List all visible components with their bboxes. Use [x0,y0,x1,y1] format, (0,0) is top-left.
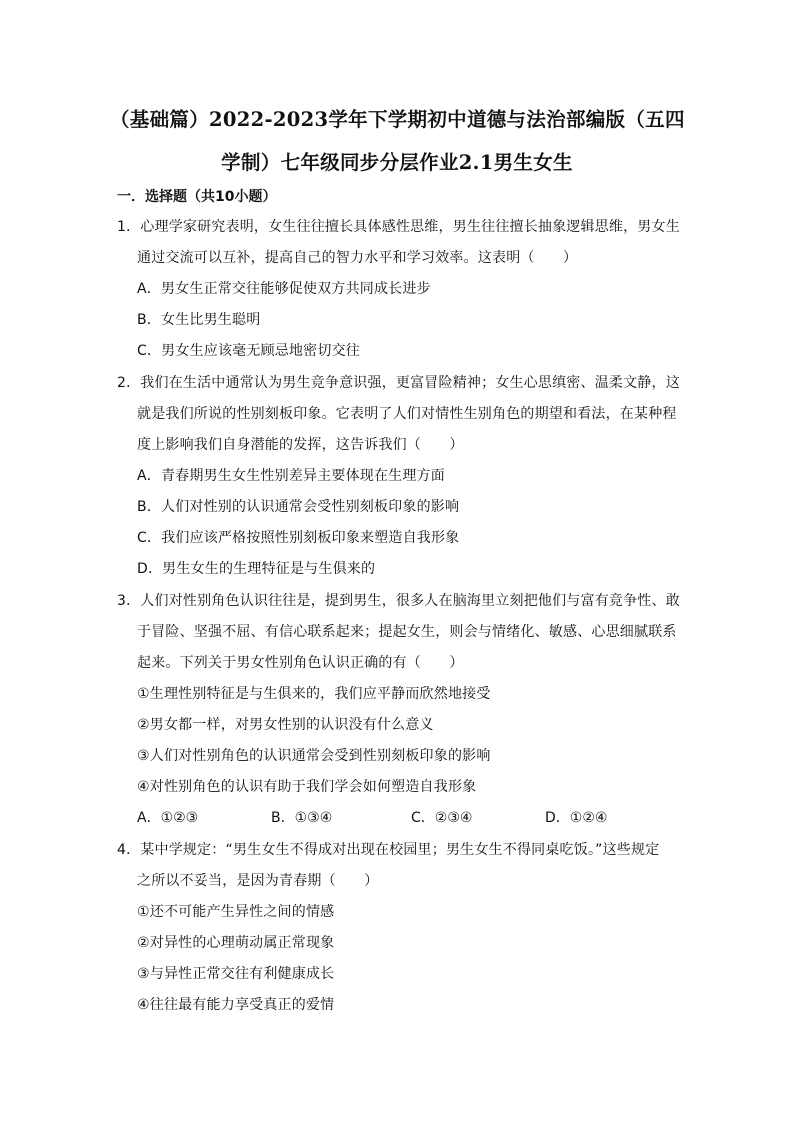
question-3-option-a: A．①②③ [137,810,199,826]
question-2-line1: 2．我们在生活中通常认为男生竞争意识强，更富冒险精神；女生心思缜密、温柔文静，这 [117,375,680,391]
question-1-line2: 通过交流可以互补，提高自己的智力水平和学习效率。这表明（ ） [137,250,578,266]
question-3-line3: 起来。下列关于男女性别角色认识正确的有（ ） [137,655,464,671]
question-3-option-c: C．②③④ [411,810,473,826]
question-1-option-c: C．男女生应该毫无顾忌地密切交往 [137,343,360,359]
question-3-statement-3: ③人们对性别角色的认识通常会受到性别刻板印象的影响 [137,748,491,764]
question-2-option-c: C．我们应该严格按照性别刻板印象来塑造自我形象 [137,530,460,546]
question-3-line2: 于冒险、坚强不屈、有信心联系起来；提起女生，则会与情绪化、敏感、心思细腻联系 [137,624,677,640]
question-2-option-b: B．人们对性别的认识通常会受性别刻板印象的影响 [137,499,460,515]
question-2-option-d: D．男生女生的生理特征是与生俱来的 [137,561,376,577]
question-3-statement-4: ④对性别角色的认识有助于我们学会如何塑造自我形象 [137,779,477,795]
section-heading: 一．选择题（共10小题） [117,189,277,205]
question-3-option-b: B．①③④ [271,810,333,826]
question-4-statement-4: ④往往最有能力享受真正的爱情 [137,997,335,1013]
question-2-line3: 度上影响我们自身潜能的发挥，这告诉我们（ ） [137,437,464,453]
question-2-line2: 就是我们所说的性别刻板印象。它表明了人们对情性生别角色的期望和看法，在某种程 [137,406,677,422]
question-4-statement-1: ①还不可能产生异性之间的情感 [137,904,335,920]
question-4-statement-2: ②对异性的心理萌动属正常现象 [137,935,335,951]
question-4-line2: 之所以不妥当，是因为青春期（ ） [137,873,379,889]
question-3-option-d: D．①②④ [545,810,608,826]
question-2-option-a: A．青春期男生女生性别差异主要体现在生理方面 [137,468,445,484]
question-1-line1: 1．心理学家研究表明，女生往往擅长具体感性思维，男生往往擅长抽象逻辑思维，男女生 [117,219,680,235]
question-1-option-a: A．男女生正常交往能够促使双方共同成长进步 [137,281,431,297]
document-title-line1: （基础篇）2022-2023学年下学期初中道德与法治部编版（五四 [110,108,685,131]
question-3-statement-1: ①生理性别特征是与生俱来的，我们应平静而欣然地接受 [137,686,491,702]
question-4-line1: 4．某中学规定：“男生女生不得成对出现在校园里；男生女生不得同桌吃饭。”这些规定 [117,842,660,858]
question-3-line1: 3．人们对性别角色认识往往是，提到男生，很多人在脑海里立刻把他们与富有竞争性、敢 [117,593,680,609]
question-4-statement-3: ③与异性正常交往有利健康成长 [137,966,335,982]
question-3-statement-2: ②男女都一样，对男女性别的认识没有什么意义 [137,717,434,733]
question-1-option-b: B．女生比男生聪明 [137,312,261,328]
document-title-line2: 学制）七年级同步分层作业2.1男生女生 [221,151,573,174]
